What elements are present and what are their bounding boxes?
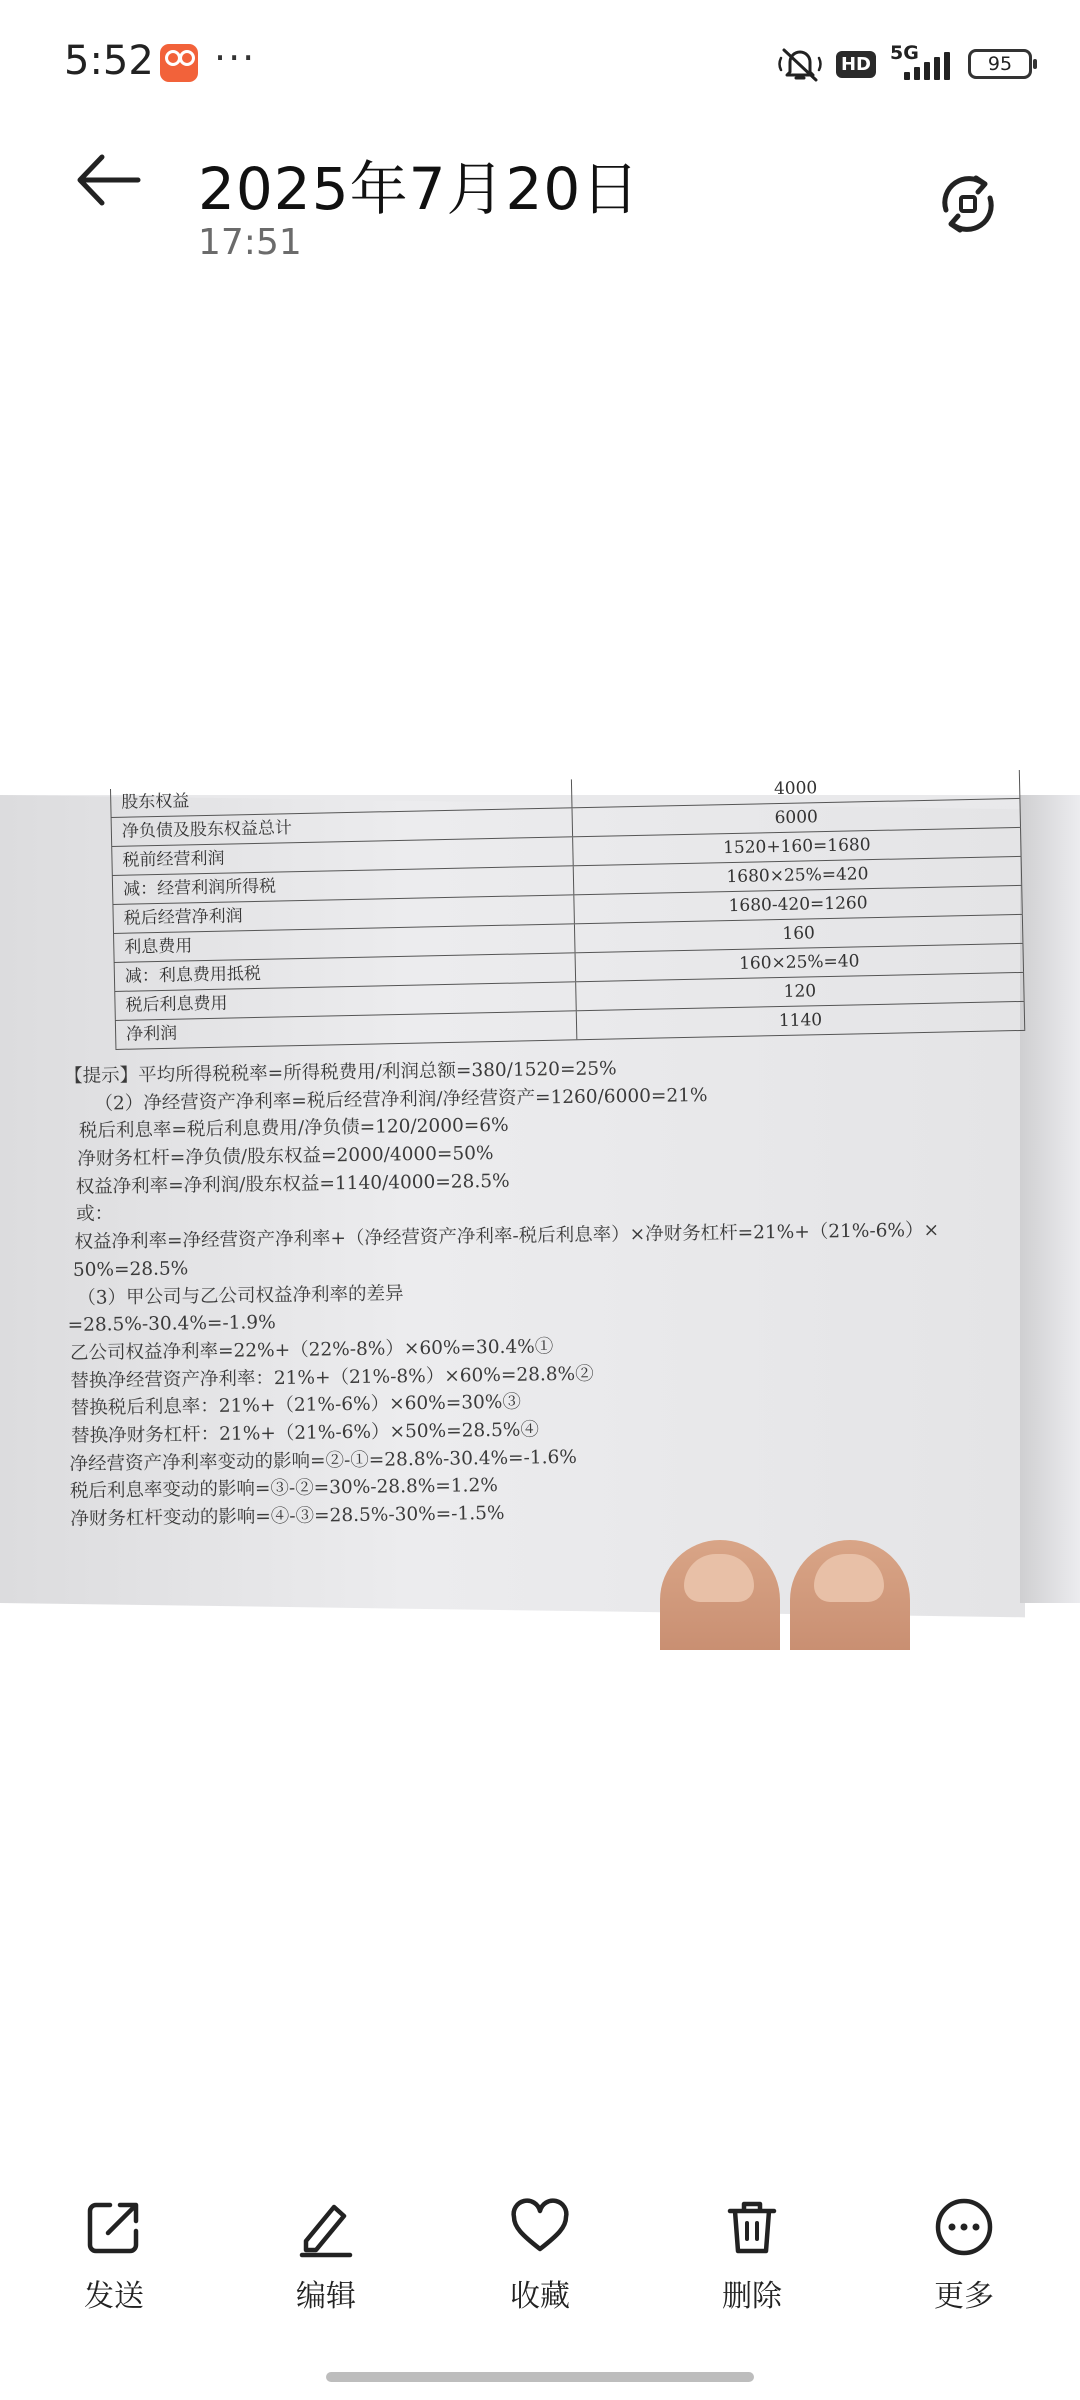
edit-label: 编辑 xyxy=(296,2279,356,2314)
text-line: 净财务杠杆变动的影响=④-③=28.5%-30%=-1.5% xyxy=(70,1502,505,1530)
favorite-label: 收藏 xyxy=(510,2279,570,2314)
table-row: 税后经营净利润 1680-420=1260 xyxy=(112,886,1022,934)
document-table xyxy=(110,770,1025,1050)
table-row: 净负债及股东权益总计 6000 xyxy=(111,799,1021,847)
rotate-button[interactable] xyxy=(932,168,1004,240)
status-time: 5:52 xyxy=(64,38,154,84)
status-icons xyxy=(778,42,1032,86)
signal-icon xyxy=(890,44,954,84)
text-line: 替换净财务杠杆：21%+（21%-6%）×50%=28.5%④ xyxy=(71,1419,540,1447)
arrow-left-icon xyxy=(72,148,144,212)
text-line: （3）甲公司与乙公司权益净利率的差异 xyxy=(77,1282,404,1309)
text-line: 税后利息率变动的影响=③-②=30%-28.8%=1.2% xyxy=(69,1475,498,1503)
table-row: 税前经营利润 1520+160=1680 xyxy=(111,828,1021,876)
heart-icon xyxy=(508,2195,572,2259)
table-row: 减：经营利润所得税 1680×25%=420 xyxy=(112,857,1022,905)
page-title: 2025年7月20日 xyxy=(198,155,641,223)
document-text xyxy=(64,1050,1030,1534)
table-row: 净利润 1140 xyxy=(115,1002,1025,1050)
more-icon xyxy=(932,2195,996,2259)
more-button[interactable] xyxy=(894,2195,1034,2315)
text-line: 税后利息率=税后利息费用/净负债=120/2000=6% xyxy=(78,1115,509,1143)
share-icon xyxy=(82,2195,146,2259)
table-row: 税后利息费用 120 xyxy=(114,973,1024,1021)
edit-button[interactable] xyxy=(256,2195,396,2315)
text-line: 净经营资产净利率变动的影响=②-①=28.8%-30.4%=-1.6% xyxy=(69,1446,578,1475)
battery-level: 95 xyxy=(987,53,1013,75)
page-subtitle: 17:51 xyxy=(198,222,302,263)
delete-button[interactable] xyxy=(682,2195,822,2315)
table-row: 股东权益 4000 xyxy=(110,770,1020,818)
pencil-icon xyxy=(294,2195,358,2259)
text-line: 替换税后利息率：21%+（21%-6%）×60%=30%③ xyxy=(70,1391,522,1420)
battery-icon xyxy=(968,49,1032,79)
app-notification-icon xyxy=(160,44,198,82)
text-line: 【提示】平均所得税税率=所得税费用/利润总额=380/1520=25% xyxy=(64,1058,617,1087)
text-line: 权益净利率=净经营资产净利率+（净经营资产净利率-税后利息率）×净财务杠杆=21%+（21%-6%）× xyxy=(74,1219,940,1253)
delete-label: 删除 xyxy=(722,2279,782,2314)
text-line: 替换净经营资产净利率：21%+（21%-8%）×60%=28.8%② xyxy=(70,1363,594,1392)
text-line: 或： xyxy=(75,1203,114,1226)
send-button[interactable] xyxy=(44,2195,184,2315)
trash-icon xyxy=(720,2195,784,2259)
text-line: （2）净经营资产净利率=税后经营净利润/净经营资产=1260/6000=21% xyxy=(94,1084,708,1115)
send-label: 发送 xyxy=(84,2279,144,2314)
home-indicator[interactable] xyxy=(326,2372,754,2382)
text-line: 权益净利率=净利润/股东权益=1140/4000=28.5% xyxy=(75,1170,510,1198)
network-type: 5G xyxy=(890,42,919,64)
text-line: 50%=28.5% xyxy=(72,1258,189,1281)
table-row: 利息费用 160 xyxy=(113,915,1023,963)
mute-icon xyxy=(778,44,822,84)
more-label: 更多 xyxy=(934,2279,994,2314)
hd-badge: HD xyxy=(836,51,876,78)
back-button[interactable] xyxy=(72,148,144,212)
text-line: 净财务杠杆=净负债/股东权益=2000/4000=50% xyxy=(77,1143,494,1170)
more-notifications-icon: ··· xyxy=(214,36,257,80)
action-bar xyxy=(0,2195,1080,2325)
status-bar xyxy=(0,0,1080,120)
table-row: 减：利息费用抵税 160×25%=40 xyxy=(114,944,1024,992)
rotate-icon xyxy=(932,168,1004,240)
text-line: =28.5%-30.4%=-1.9% xyxy=(67,1312,276,1337)
fingers xyxy=(660,1530,920,1650)
favorite-button[interactable] xyxy=(470,2195,610,2315)
photo-viewer[interactable] xyxy=(0,778,1080,1603)
text-line: 乙公司权益净利率=22%+（22%-8%）×60%=30.4%① xyxy=(69,1336,554,1364)
